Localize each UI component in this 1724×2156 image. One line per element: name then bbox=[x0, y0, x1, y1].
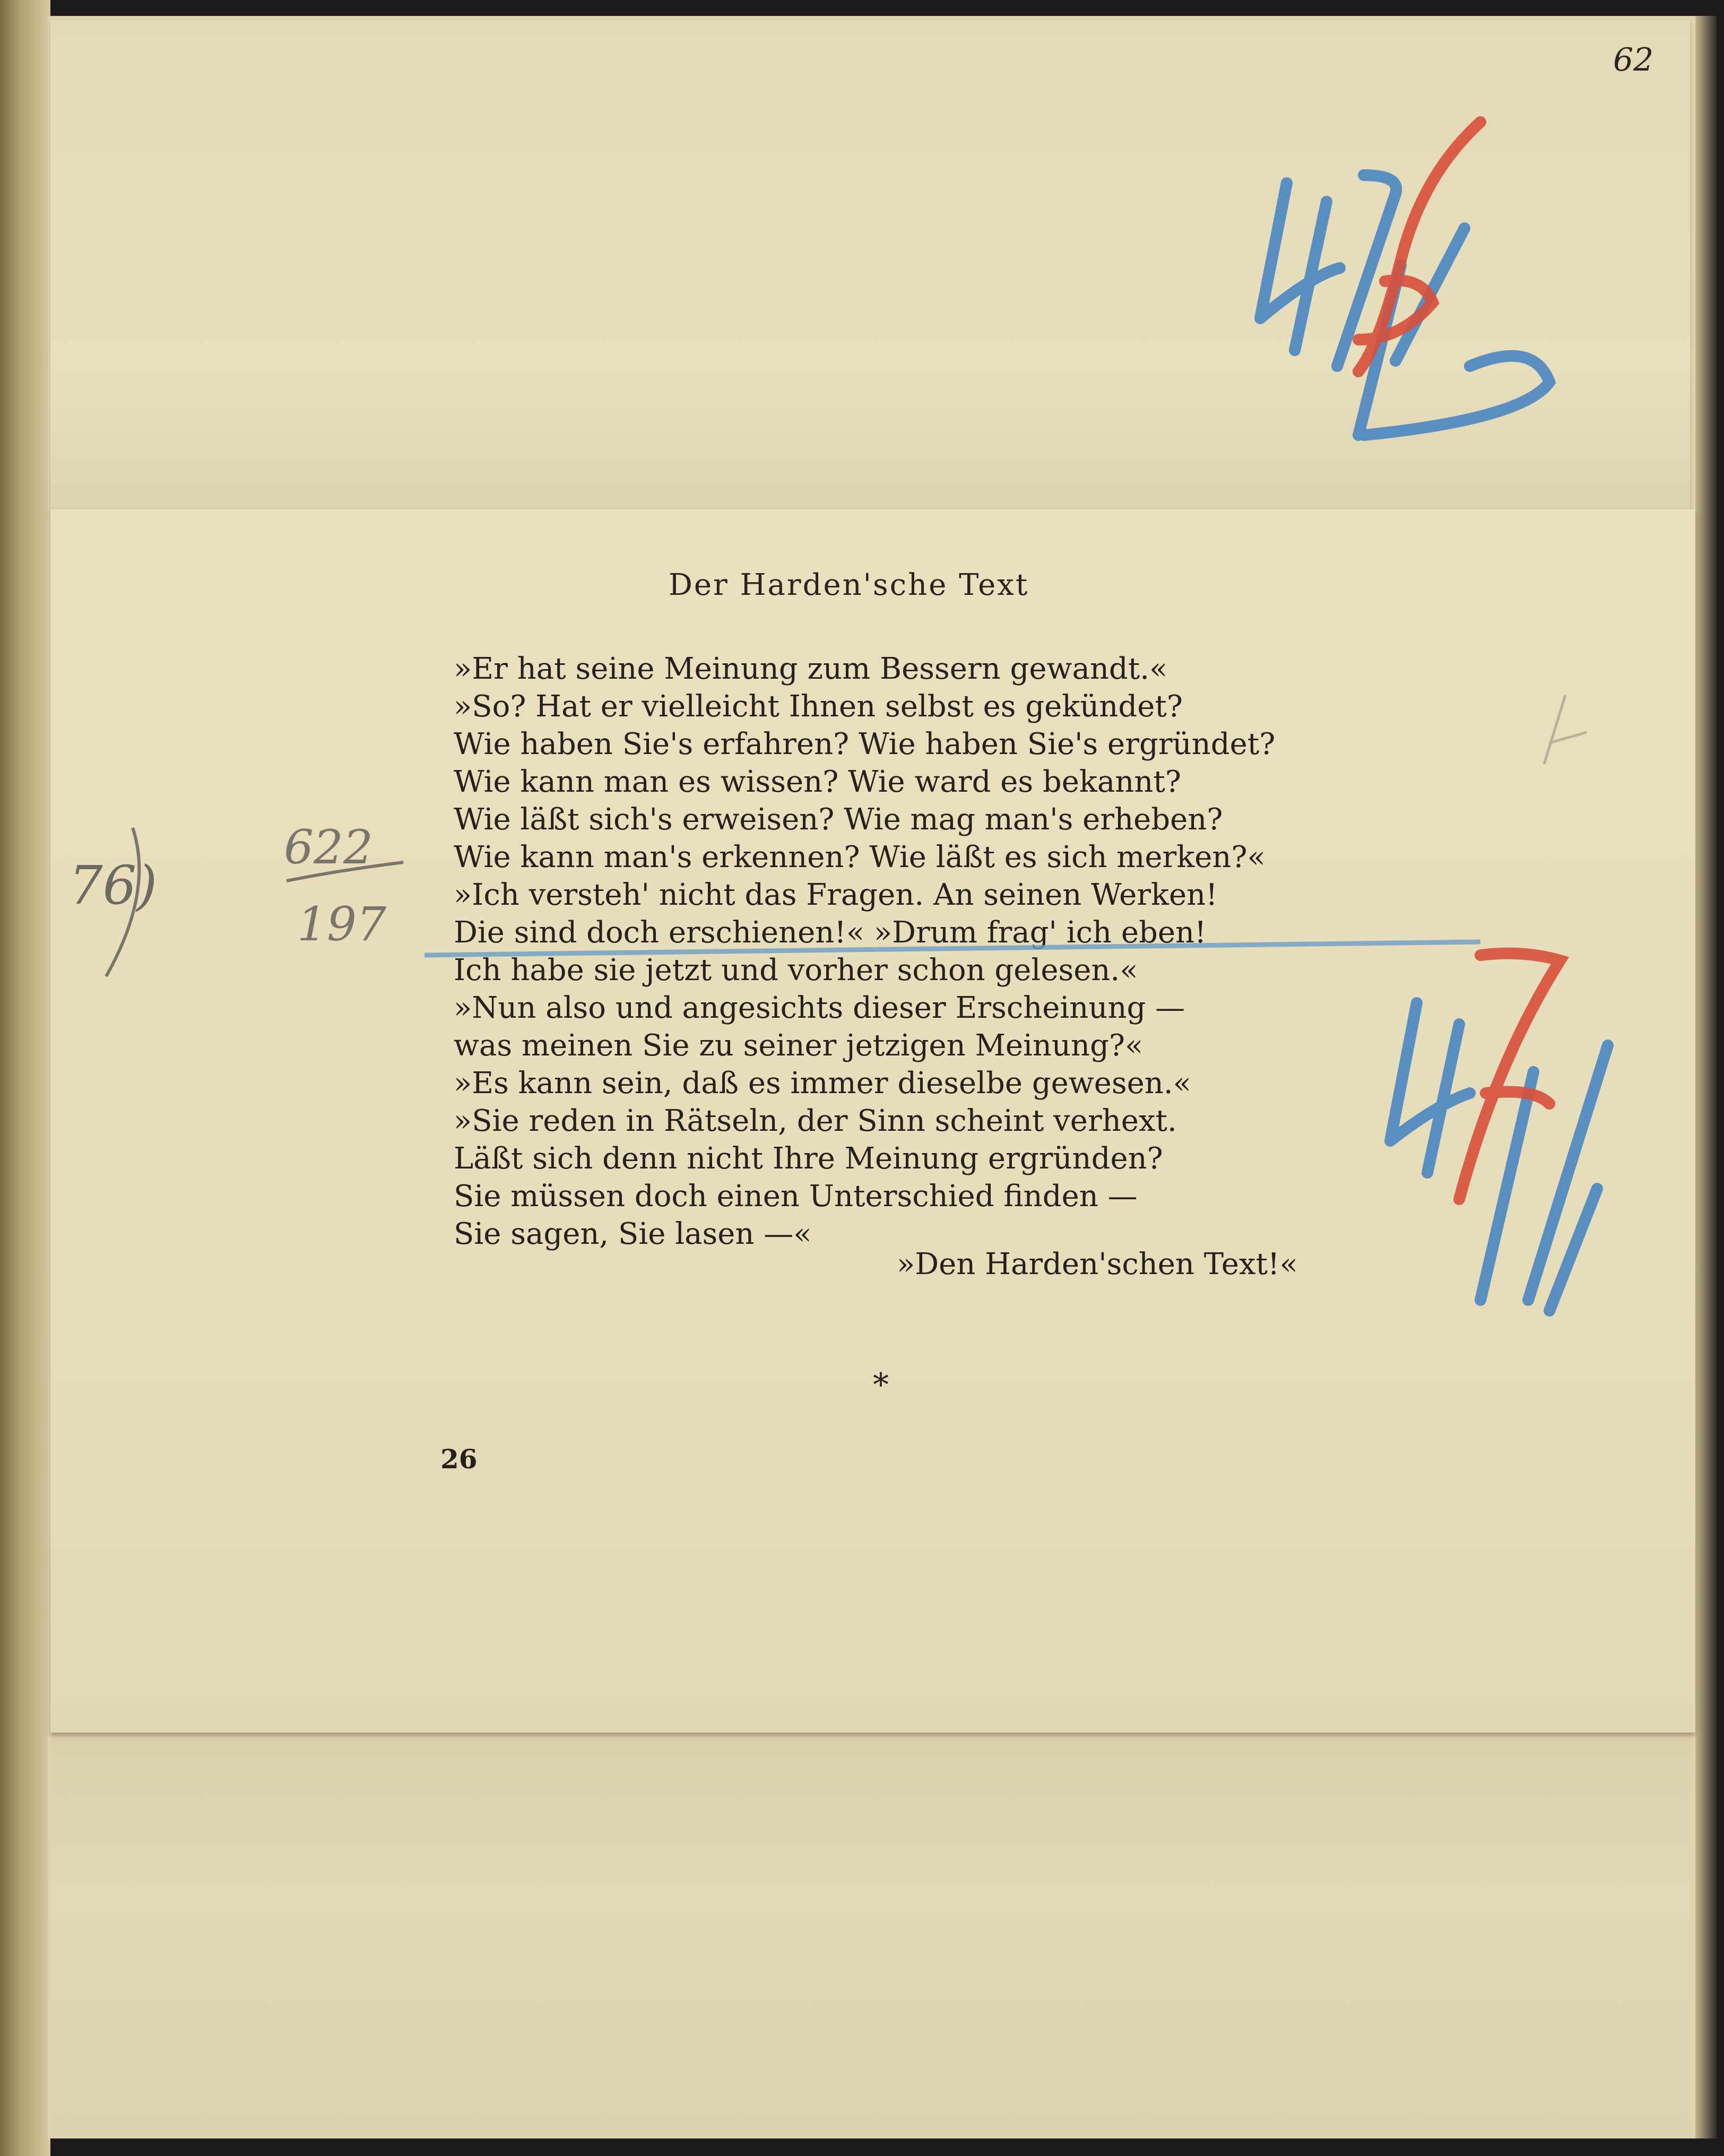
poem-title: Der Harden'sche Text bbox=[669, 568, 1029, 602]
pencil-mark bbox=[1544, 695, 1565, 764]
section-asterisk: * bbox=[873, 1366, 889, 1404]
pencil-fraction-bottom: 197 bbox=[297, 897, 386, 951]
folio-number: 62 bbox=[1613, 41, 1654, 79]
poem-line: »Nun also und angesichts dieser Erscheinung — bbox=[454, 991, 1185, 1025]
poem-closing-line: »Den Harden'schen Text!« bbox=[897, 1247, 1298, 1282]
poem-line: Wie haben Sie's erfahren? Wie haben Sie's ergründet? bbox=[454, 727, 1276, 761]
page-number: 26 bbox=[440, 1443, 478, 1475]
pencil-fraction-top: 622 bbox=[284, 820, 373, 874]
poem-line: Ich habe sie jetzt und vorher schon gelesen.« bbox=[454, 953, 1138, 988]
poem-line: Sie sagen, Sie lasen —« bbox=[454, 1217, 812, 1251]
poem-line: Läßt sich denn nicht Ihre Meinung ergründen? bbox=[454, 1141, 1163, 1176]
poem-line: »Ich versteh' nicht das Fragen. An seinen Werken! bbox=[454, 878, 1218, 912]
poem-line: »So? Hat er vielleicht Ihnen selbst es gekündet? bbox=[454, 689, 1183, 724]
pencil-annotation-left: 76) bbox=[69, 854, 158, 916]
poem-line: »Er hat seine Meinung zum Bessern gewandt.« bbox=[454, 652, 1168, 686]
poem-line: Die sind doch erschienen!« »Drum frag' ich eben! bbox=[454, 915, 1207, 950]
blue-crayon-mark-upper bbox=[1260, 175, 1549, 435]
pencil-fraction-bar bbox=[287, 862, 403, 881]
blue-crayon-line bbox=[424, 942, 1480, 955]
poem-line: Wie kann man's erkennen? Wie läßt es sich merken?« bbox=[454, 840, 1266, 874]
blue-crayon-mark-lower bbox=[1390, 1003, 1608, 1311]
poem-line: Sie müssen doch einen Unterschied finden — bbox=[454, 1179, 1138, 1214]
poem-line: »Sie reden in Rätseln, der Sinn scheint verhext. bbox=[454, 1104, 1177, 1138]
pencil-parenthesis bbox=[106, 828, 139, 976]
pencil-mark bbox=[1549, 732, 1587, 743]
poem-line: was meinen Sie zu seiner jetzigen Meinung?« bbox=[454, 1028, 1143, 1063]
poem-line: Wie kann man es wissen? Wie ward es bekannt? bbox=[454, 765, 1181, 799]
poem-line: Wie läßt sich's erweisen? Wie mag man's erheben? bbox=[454, 802, 1223, 837]
poem-line: »Es kann sein, daß es immer dieselbe gewesen.« bbox=[454, 1066, 1191, 1101]
